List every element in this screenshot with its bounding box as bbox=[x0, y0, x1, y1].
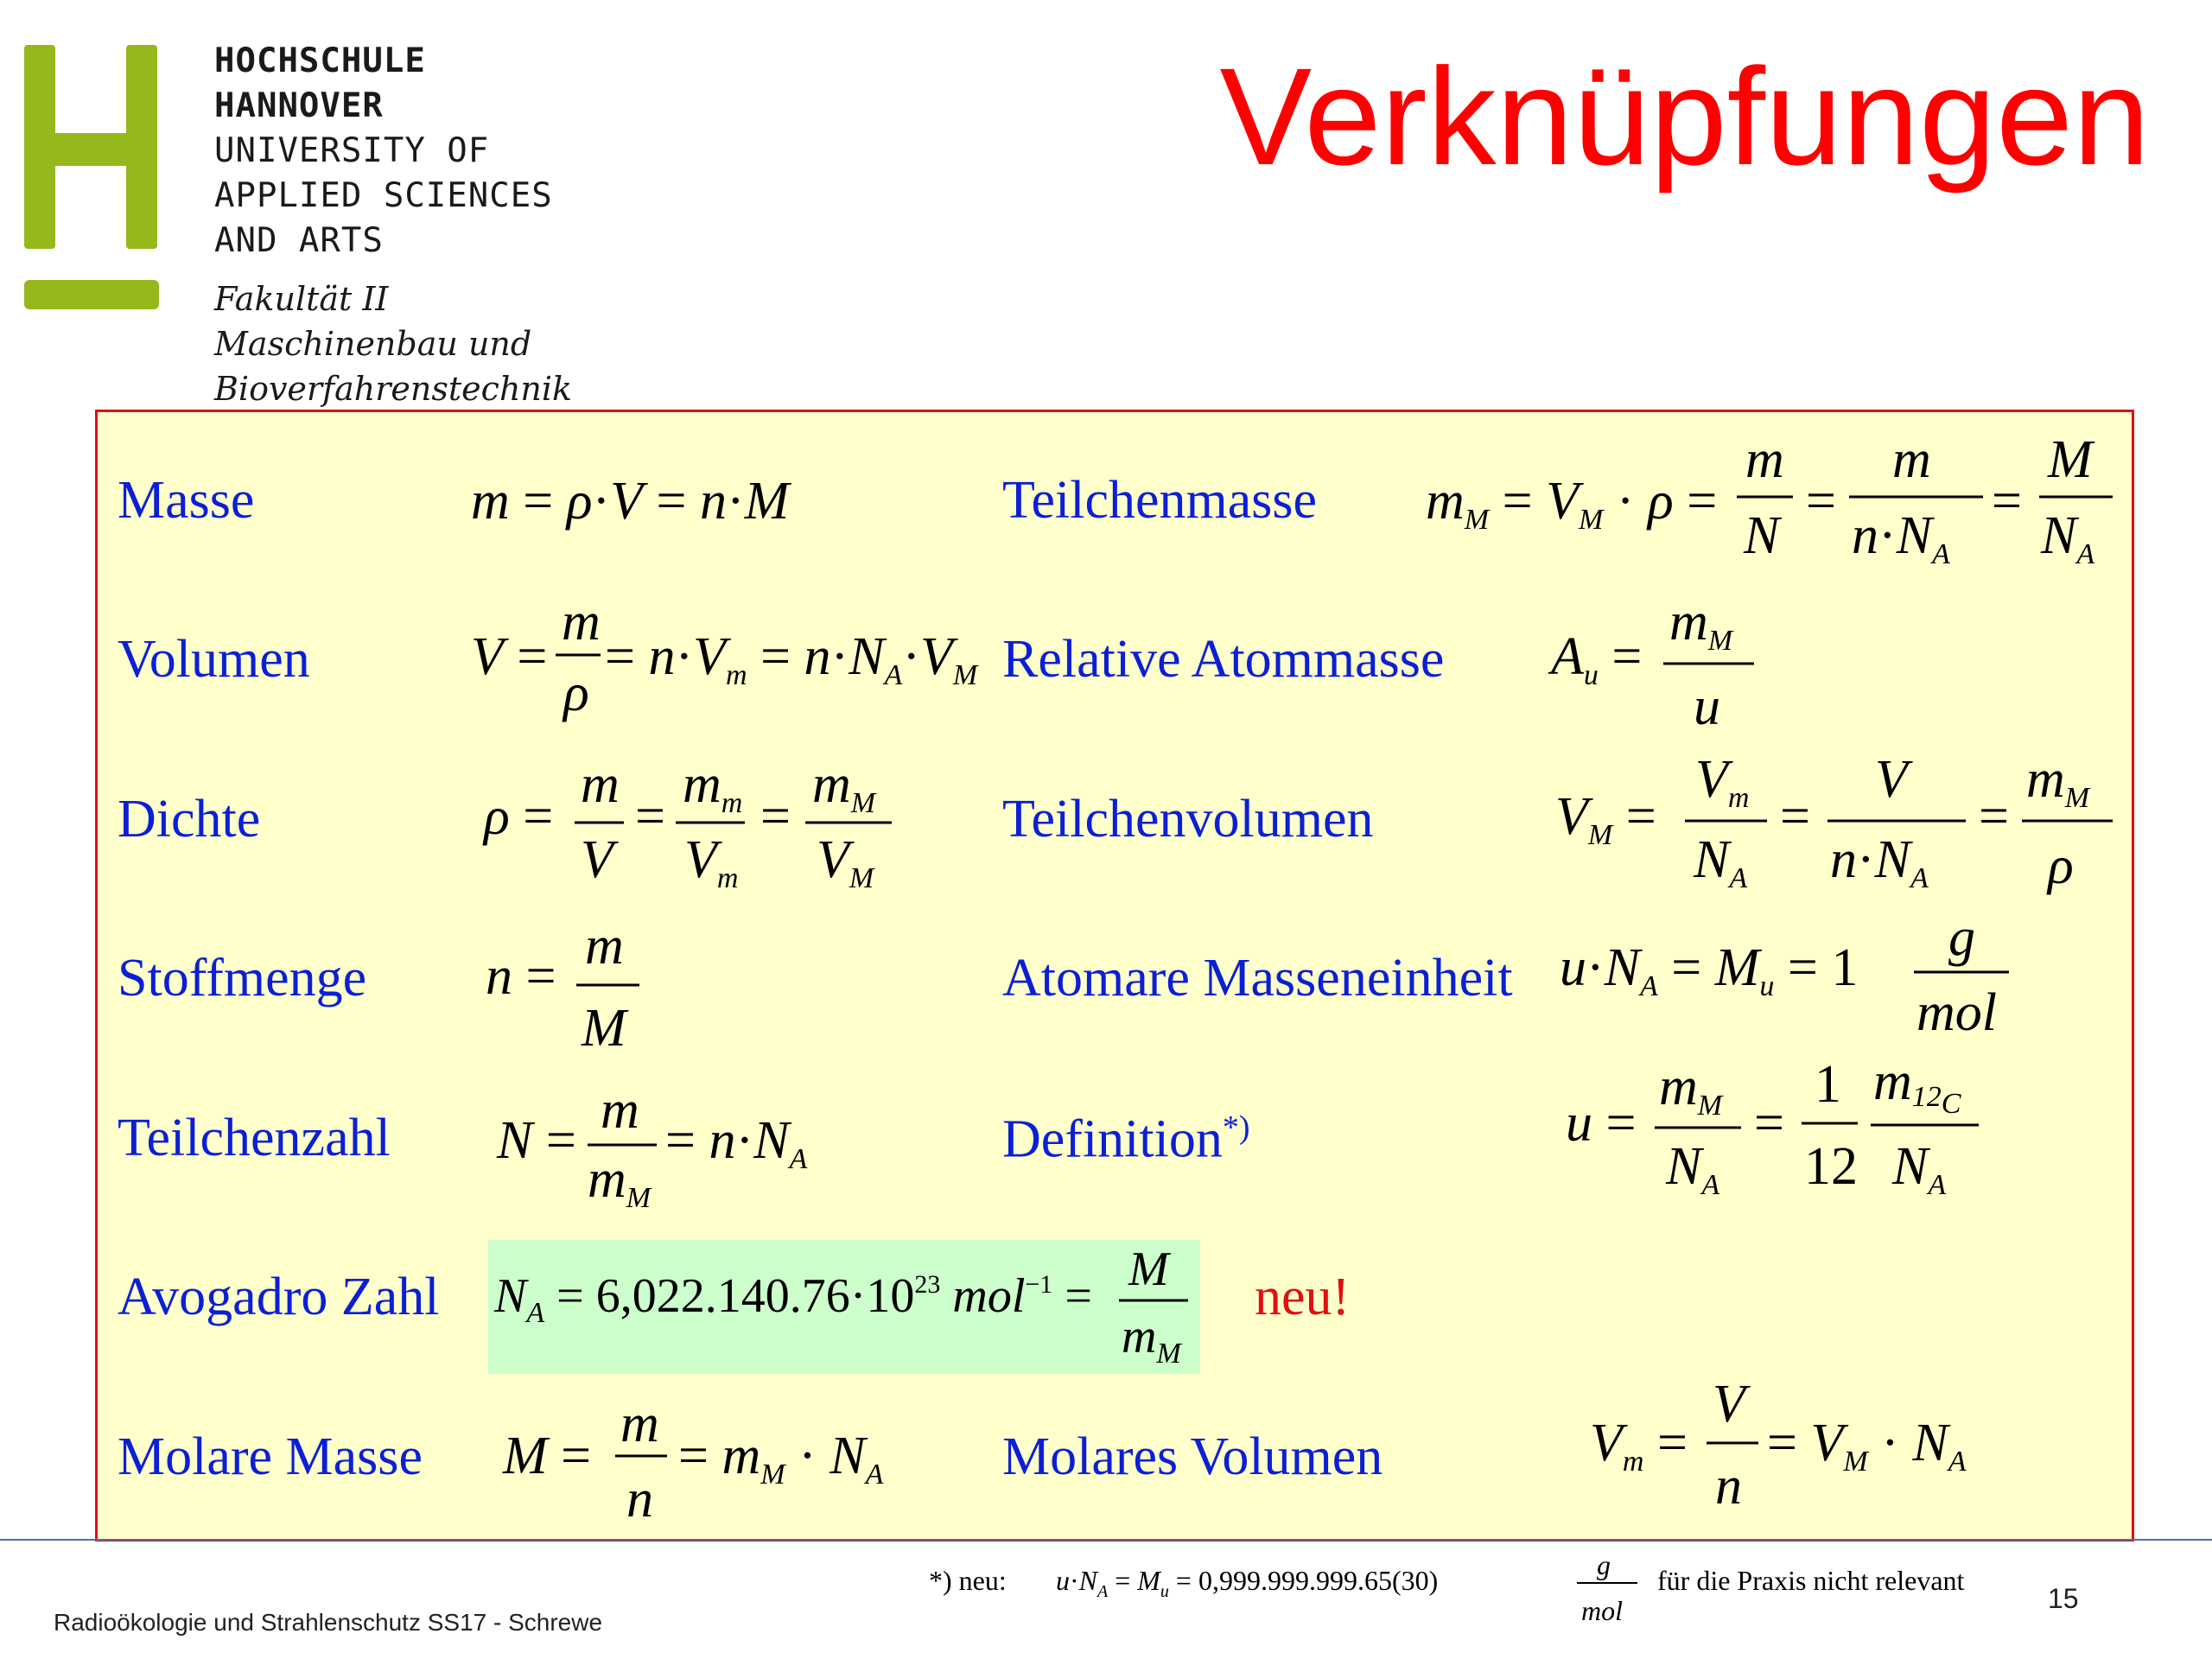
formula-definition bbox=[1566, 1052, 1979, 1201]
svg-text:= n·Vm = n·NA·VM: = n·Vm = n·NA·VM bbox=[605, 627, 978, 691]
svg-text:NA: NA bbox=[1694, 830, 1748, 894]
formula-masse bbox=[471, 472, 792, 531]
formula-atomare-masseneinheit bbox=[1560, 908, 2009, 1042]
svg-text:= mM · NA: = mM · NA bbox=[678, 1427, 884, 1491]
label-definition: Definition*) bbox=[1002, 1109, 1250, 1169]
svg-text:mol: mol bbox=[1581, 1595, 1623, 1626]
svg-text:=: = bbox=[1979, 787, 2009, 846]
svg-text:*) neu:: *) neu: bbox=[929, 1565, 1007, 1596]
formula-teilchenzahl bbox=[496, 1081, 807, 1214]
university-name: HOCHSCHULE HANNOVER UNIVERSITY OF APPLIED SCIENCES AND ARTS bbox=[214, 41, 553, 260]
svg-text:Au =: Au = bbox=[1551, 627, 1643, 691]
svg-text:Vm: Vm bbox=[684, 830, 739, 894]
page-number: 15 bbox=[2048, 1583, 2079, 1614]
footer-course: Radioökologie und Strahlenschutz SS17 - Schrewe bbox=[54, 1609, 603, 1636]
label-molare-masse: Molare Masse bbox=[118, 1427, 423, 1486]
label-teilchenzahl: Teilchenzahl bbox=[118, 1109, 391, 1167]
svg-text:M: M bbox=[1128, 1243, 1169, 1296]
formula-avogadro bbox=[493, 1243, 1188, 1370]
svg-text:u·NA = Mu = 1: u·NA = Mu = 1 bbox=[1560, 938, 1859, 1002]
svg-text:VM =: VM = bbox=[1555, 787, 1656, 851]
label-volumen: Volumen bbox=[118, 630, 310, 689]
label-molares-volumen: Molares Volumen bbox=[1002, 1427, 1383, 1486]
svg-text:=: = bbox=[635, 787, 665, 846]
label-stoffmenge: Stoffmenge bbox=[118, 949, 367, 1007]
formula-molares-volumen bbox=[1590, 1375, 1967, 1516]
svg-text:m: m bbox=[562, 593, 601, 652]
svg-text:=: = bbox=[1992, 472, 2022, 531]
svg-text:m: m bbox=[581, 755, 620, 814]
svg-text:V =: V = bbox=[471, 627, 548, 686]
formula-volumen bbox=[471, 593, 979, 722]
svg-text:V: V bbox=[581, 830, 613, 889]
svg-text:m: m bbox=[601, 1081, 639, 1140]
svg-text:Vm =: Vm = bbox=[1590, 1414, 1688, 1478]
svg-text:VM: VM bbox=[817, 830, 874, 894]
svg-text:n: n bbox=[1715, 1457, 1742, 1516]
label-atomare-masseneinheit: Atomare Masseneinheit bbox=[1002, 949, 1513, 1007]
svg-text:ρ =: ρ = bbox=[484, 787, 554, 846]
svg-text:mM: mM bbox=[1669, 593, 1733, 657]
footer-divider bbox=[0, 1539, 2212, 1541]
svg-text:mM: mM bbox=[812, 755, 876, 819]
svg-text:=: = bbox=[1754, 1094, 1784, 1153]
svg-text:n·NA: n·NA bbox=[1830, 830, 1929, 894]
svg-text:V: V bbox=[1875, 750, 1908, 809]
svg-text:m: m bbox=[1892, 430, 1931, 489]
svg-text:g: g bbox=[1948, 908, 1975, 967]
svg-text:= n·NA: = n·NA bbox=[665, 1111, 808, 1175]
svg-text:g: g bbox=[1597, 1549, 1611, 1580]
svg-text:für die Praxis nicht relevant: für die Praxis nicht relevant bbox=[1657, 1565, 1965, 1596]
svg-text:m: m bbox=[620, 1395, 659, 1453]
svg-text:NA: NA bbox=[1666, 1137, 1720, 1201]
svg-text:=: = bbox=[1806, 472, 1836, 531]
svg-text:ρ: ρ bbox=[563, 664, 589, 722]
svg-text:= VM · NA: = VM · NA bbox=[1767, 1414, 1967, 1478]
svg-text:mM: $m_M$ bbox=[1122, 1310, 1181, 1370]
svg-text:mM: mM bbox=[2026, 750, 2090, 814]
formula-teilchenmasse bbox=[1426, 430, 2113, 570]
svg-text:1: 1 bbox=[1815, 1055, 1841, 1114]
svg-text:N =: N = bbox=[497, 1111, 576, 1170]
svg-text:m = ρ·V = n·M: m = ρ·V = n·M bbox=[471, 472, 790, 531]
svg-text:mM: mM bbox=[588, 1150, 652, 1214]
svg-text:NA: NA bbox=[2041, 506, 2095, 570]
faculty-name: Fakultät II Maschinenbau und Bioverfahrenstechnik bbox=[214, 280, 573, 408]
svg-text:NA = 6,022.140.76·1023 mol−1 =: $N_A = 6,022.140.76\cdot 10^{23}$ mol$^{-1}$ = bbox=[494, 1269, 1092, 1329]
svg-text:m: m bbox=[585, 917, 624, 976]
formula-stoffmenge bbox=[486, 917, 639, 1058]
label-teilchenmasse: Teilchenmasse bbox=[1002, 471, 1318, 530]
svg-text:u·NA = Mu = 0,999.999.999.65(3: $u\cdot N_A = M_u = 0,999.999.999.65(30)$ bbox=[1056, 1565, 1439, 1601]
formula-relative-atommasse bbox=[1548, 593, 1754, 736]
formula-molare-masse bbox=[502, 1395, 884, 1529]
svg-text:n·NA: n·NA bbox=[1852, 506, 1950, 570]
svg-text:=: = bbox=[760, 787, 791, 846]
label-dichte: Dichte bbox=[118, 790, 261, 849]
svg-text:V: V bbox=[1713, 1375, 1745, 1433]
label-relative-atommasse: Relative Atommasse bbox=[1002, 630, 1445, 689]
svg-text:m12C: m12C bbox=[1873, 1052, 1961, 1120]
svg-text:M: M bbox=[582, 999, 626, 1058]
svg-text:N: N bbox=[1744, 506, 1780, 565]
svg-text:mol: mol bbox=[1916, 983, 1997, 1042]
new-note: neu! bbox=[1255, 1268, 1351, 1326]
svg-text:n =: n = bbox=[486, 947, 556, 1006]
svg-text:mm: mm bbox=[683, 755, 743, 819]
label-teilchenvolumen: Teilchenvolumen bbox=[1002, 790, 1374, 849]
formula-dichte bbox=[482, 755, 892, 894]
svg-text:M: M bbox=[2048, 430, 2093, 489]
footnote bbox=[929, 1549, 1965, 1626]
svg-text:Vm: Vm bbox=[1695, 750, 1750, 814]
svg-text:mM: mM bbox=[1659, 1058, 1723, 1122]
svg-text:12: 12 bbox=[1804, 1137, 1858, 1196]
svg-text:NA: NA bbox=[1892, 1137, 1947, 1201]
label-masse: Masse bbox=[118, 471, 255, 530]
svg-text:m: m bbox=[1745, 430, 1784, 489]
formula-teilchenvolumen bbox=[1555, 750, 2113, 895]
svg-text:=: = bbox=[1780, 787, 1810, 846]
svg-text:u =: u = bbox=[1566, 1094, 1637, 1153]
svg-text:M =: M = bbox=[503, 1427, 592, 1485]
svg-text:n: n bbox=[626, 1470, 653, 1529]
label-avogadro: Avogadro Zahl bbox=[118, 1268, 440, 1326]
svg-text:u: u bbox=[1694, 677, 1720, 736]
svg-text:mM = VM · ρ =: mM = VM · ρ = bbox=[1426, 472, 1718, 536]
slide-title: Verknüpfungen bbox=[1219, 39, 2150, 194]
svg-text:ρ: ρ bbox=[2048, 836, 2074, 895]
